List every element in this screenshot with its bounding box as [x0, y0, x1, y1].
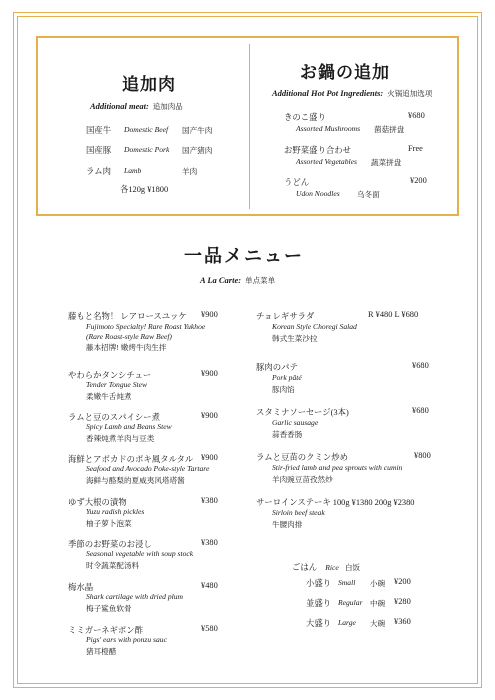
menu-item-price: ¥900 — [201, 369, 218, 378]
menu-item-jp: 梅水晶 — [68, 583, 94, 592]
hotpot-item-zh: 蔬菜拼盘 — [371, 158, 402, 167]
hotpot-item-price: ¥680 — [408, 111, 425, 120]
hotpot-item-price: Free — [408, 144, 423, 153]
meat-item-en: Lamb — [124, 166, 142, 175]
menu-item-zh: 韩式生菜沙拉 — [272, 334, 318, 343]
hotpot-item-jp: お野菜盛り合わせ — [284, 146, 351, 155]
hotpot-item-zh: 乌冬面 — [357, 190, 380, 199]
menu-item-jp: ミミガーネギポン酢 — [68, 626, 143, 635]
menu-item-jp: サーロインステーキ 100g ¥1380 200g ¥2380 — [256, 498, 415, 507]
menu-item-en: Seasonal vegetable with soup stock — [86, 549, 194, 558]
hotpot-subtitle-zh: 火锅追加选项 — [387, 89, 433, 98]
menu-item-jp: 豚肉のパテ — [256, 363, 298, 372]
rice-row-price: ¥360 — [394, 617, 411, 626]
menu-item-en: Korean Style Choregi Salad — [272, 322, 357, 331]
rice-row-en: Small — [338, 578, 356, 587]
menu-item-jp: 藤もと名物！ レアロースユッケ — [68, 312, 187, 321]
menu-item-zh: 蒜香香肠 — [272, 430, 303, 439]
hotpot-subtitle — [272, 83, 432, 101]
menu-item-jp: ゆず大根の漬物 — [68, 498, 127, 507]
rice-row-zh: 中碗 — [370, 599, 386, 608]
menu-item-en: Pigs' ears with ponzu sauc — [86, 635, 167, 644]
menu-item-zh: 香辣炖煮羊肉与豆类 — [86, 434, 155, 443]
menu-item-price: R ¥480 L ¥680 — [368, 310, 419, 319]
menu-item-en: Yuzu radish pickles — [86, 507, 145, 516]
hotpot-item-zh: 菌菇拼盘 — [374, 125, 405, 134]
menu-item-zh: 梅子鲨鱼软骨 — [86, 604, 132, 613]
rice-row-en: Regular — [338, 598, 363, 607]
menu-item-jp: ラムと豆のスパイシー煮 — [68, 413, 161, 422]
menu-item-en: Garlic sausage — [272, 418, 319, 427]
hotpot-item-en: Udon Noodles — [296, 189, 340, 198]
meat-subtitle — [90, 96, 183, 114]
meat-title: 追加肉 — [122, 75, 176, 95]
menu-item-zh: 柔嫩牛舌炖煮 — [86, 392, 132, 401]
menu-item-en: Fujimoto Specialty! Rare Roast Yukhoe — [86, 322, 206, 331]
menu-item-zh: 柚子萝卜泡菜 — [86, 519, 132, 528]
alacarte-subtitle — [200, 270, 275, 288]
menu-item-jp: 海鮮とアボカドのポキ風タルタル — [68, 455, 194, 464]
hotpot-item-jp: きのこ盛り — [284, 113, 326, 122]
hotpot-item-jp: うどん — [284, 178, 310, 187]
hotpot-item-price: ¥200 — [410, 176, 427, 185]
menu-item-price: ¥800 — [414, 451, 431, 460]
alacarte-subtitle-en: A La Carte: — [200, 275, 242, 285]
meat-subtitle-zh: 追加肉品 — [152, 102, 183, 111]
menu-item-jp: ラムと豆苗のクミン炒め — [256, 453, 349, 462]
meat-item-jp: 国産牛 — [86, 126, 112, 135]
hotpot-item-en: Assorted Mushrooms — [296, 124, 361, 133]
rice-row-zh: 小碗 — [370, 579, 386, 588]
column-divider — [249, 44, 250, 209]
menu-item-jp: やわらかタンシチュー — [68, 371, 152, 380]
menu-item-en: Pork pâté — [272, 373, 302, 382]
alacarte-title: 一品メニュー — [184, 246, 304, 267]
meat-item-jp: 国産豚 — [86, 146, 112, 155]
rice-row-price: ¥280 — [394, 597, 411, 606]
meat-item-zh: 国产牛肉 — [182, 126, 213, 135]
menu-item-jp: 季節のお野菜のお浸し — [68, 540, 152, 549]
alacarte-subtitle-zh: 单点菜单 — [245, 276, 276, 285]
rice-row-jp: 小盛り — [306, 579, 332, 588]
menu-item-price: ¥900 — [201, 453, 218, 462]
rice-row-jp: 大盛り — [306, 619, 332, 628]
menu-item-zh: 海鲜与酪梨的夏威夷风塔塔酱 — [86, 476, 185, 485]
menu-item-zh: 豚肉馅 — [272, 385, 295, 394]
rice-header-en: Rice — [325, 563, 339, 572]
menu-item-en: Seafood and Avocado Poke-style Tartare — [86, 464, 210, 473]
hotpot-item-en: Assorted Vegetables — [296, 157, 357, 166]
menu-item-zh: 猪耳橙醋 — [86, 647, 117, 656]
menu-item-price: ¥900 — [201, 411, 218, 420]
menu-item-price: ¥900 — [201, 310, 218, 319]
menu-item-price: ¥380 — [201, 496, 218, 505]
menu-item-price: ¥380 — [201, 538, 218, 547]
meat-item-en: Domestic Beef — [124, 125, 169, 134]
rice-header-jp: ごはん — [292, 563, 318, 572]
meat-item-zh: 国产猪肉 — [182, 146, 213, 155]
menu-item-jp: チョレギサラダ — [256, 312, 315, 321]
menu-item-price: ¥680 — [412, 361, 429, 370]
additions-box — [36, 36, 459, 216]
rice-row-price: ¥200 — [394, 577, 411, 586]
menu-item-en: Spicy Lamb and Beans Stew — [86, 422, 172, 431]
menu-item-zh: 时令蔬菜配汤料 — [86, 561, 140, 570]
menu-item-en: Tender Tongue Stew — [86, 380, 148, 389]
menu-item-jp: スタミナソーセージ(3本) — [256, 408, 349, 417]
menu-item-price: ¥680 — [412, 406, 429, 415]
meat-item-en: Domestic Pork — [124, 145, 170, 154]
menu-item-en: Shark cartilage with dried plum — [86, 592, 184, 601]
hotpot-subtitle-en: Additional Hot Pot Ingredients: — [272, 88, 384, 98]
meat-item-zh: 羊肉 — [182, 167, 198, 176]
meat-item-jp: ラム肉 — [86, 167, 112, 176]
menu-item-en-sub: (Rare Roast-style Raw Beef) — [86, 332, 172, 341]
rice-header — [292, 561, 360, 573]
rice-row-zh: 大碗 — [370, 619, 386, 628]
rice-row-jp: 並盛り — [306, 599, 332, 608]
menu-item-zh: 藤本招牌! 嫩烤牛肉生拌 — [86, 343, 167, 352]
hotpot-title: お鍋の追加 — [300, 63, 390, 83]
menu-item-zh: 牛腰肉排 — [272, 520, 303, 529]
meat-subtitle-en: Additional meat: — [90, 101, 149, 111]
rice-header-zh: 白饭 — [344, 563, 360, 572]
menu-item-en: Stir-fried lamb and pea sprouts with cumin — [272, 463, 403, 472]
menu-item-zh: 羊肉豌豆苗孜然炒 — [272, 475, 333, 484]
meat-price-note: 各120g ¥1800 — [120, 185, 169, 194]
rice-row-en: Large — [338, 618, 356, 627]
menu-item-price: ¥580 — [201, 624, 218, 633]
menu-item-price: ¥480 — [201, 581, 218, 590]
menu-item-en: Sirloin beef steak — [272, 508, 325, 517]
